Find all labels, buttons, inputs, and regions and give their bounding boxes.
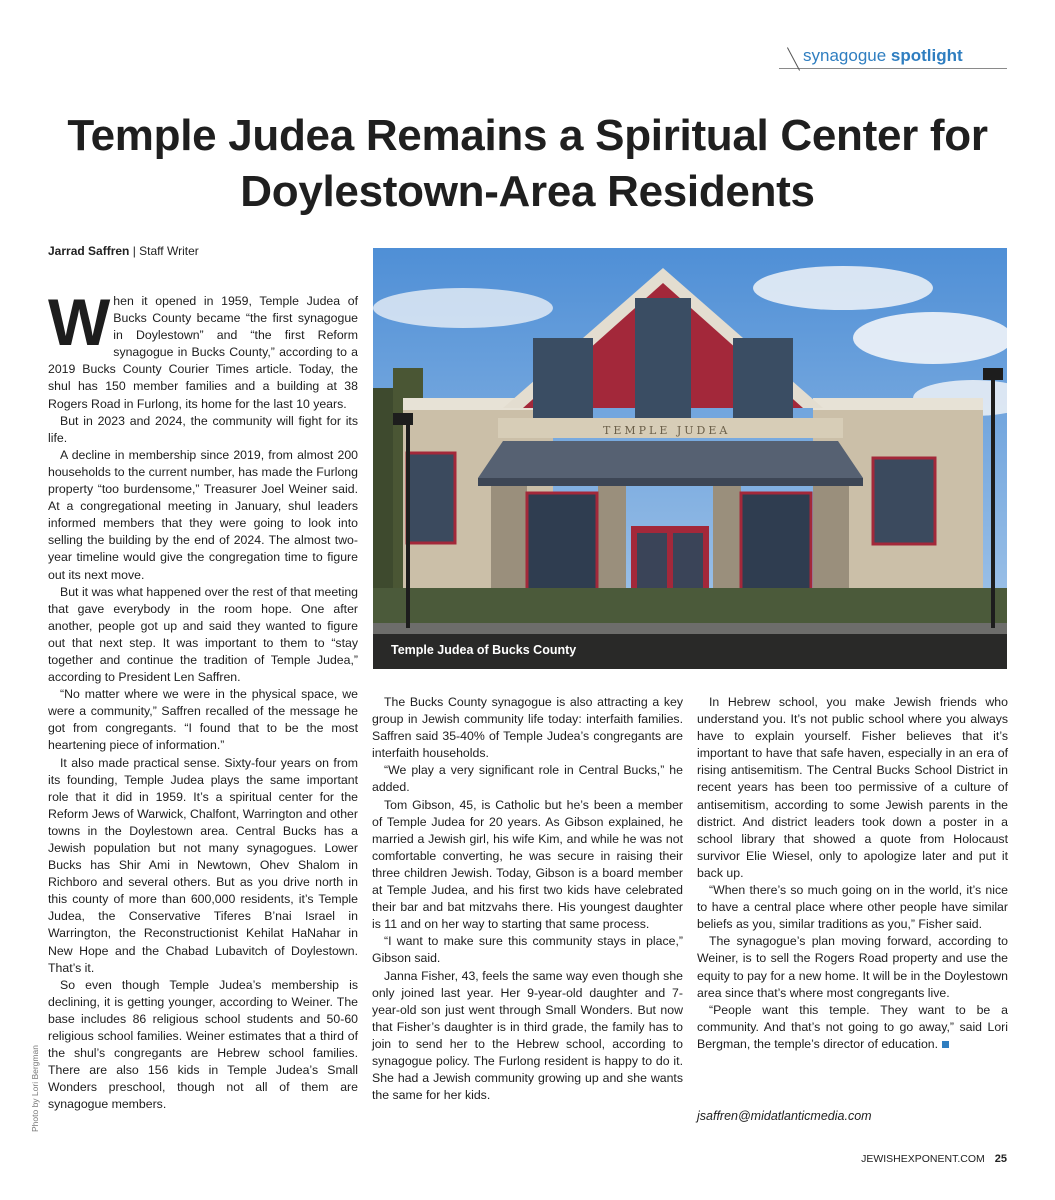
section-tag (779, 44, 1007, 69)
paragraph: So even though Temple Judea’s membership is declining, it is getting younger, according to Weiner. The base includes 86 religious school students and 50-60 religious school families. Weiner estimates that a third of the shul’s congregants are Hebrew school families. There are also 156 kids in Temple Judea’s Small Wonders preschool, though not all of them are synagogue members. (48, 977, 358, 1112)
byline-separator: | (129, 244, 140, 258)
paragraph: Janna Fisher, 43, feels the same way even though she only joined last year. Her 9-year-old daughter and 7-year-old son just went through Small Wonders. But now that Fisher’s daughter is in third grade, the family has to join to send her to the Hebrew school, according to synagogue policy. The Furlong resident is happy to do it. She had a Jewish community growing up and she wants the same for her kids. (372, 968, 683, 1103)
paragraph: In Hebrew school, you make Jewish friends who understand you. It’s not public school where you always have to explain yourself. Fisher believes that it’s important to have that safe haven, especially in an era of rising antisemitism. The Central Bucks School District in recent years has been too permissive of a culture of antisemitism, according to some Jewish parents in the district. And district leaders took down a poster in a school library that showed a quote from Holocaust survivor Elie Wiesel, only to apologize later and put it back up. (697, 695, 1008, 880)
paragraph: “We play a very significant role in Central Bucks,” he added. (372, 763, 683, 795)
paragraph-text: “People want this temple. They want to be a community. And that’s not going to go away,” said Lori Bergman, the temple’s director of education. (697, 1002, 1008, 1051)
byline-role: Staff Writer (139, 244, 199, 258)
paragraph (48, 285, 358, 413)
headline: Temple Judea Remains a Spiritual Center for Doylestown-Area Residents (67, 111, 988, 216)
author-email[interactable]: jsaffren@midatlanticmedia.com (697, 1109, 872, 1123)
paragraph (697, 1002, 1008, 1053)
section-prefix: synagogue (803, 46, 887, 65)
paragraph: But in 2023 and 2024, the community will fight for its life. (48, 413, 358, 445)
photo-credit: Photo by Lori Bergman (30, 1045, 40, 1132)
paragraph: “I want to make sure this community stays in place,” Gibson said. (372, 934, 683, 966)
temple-building-illustration (373, 248, 1007, 669)
paragraph: But it was what happened over the rest of that meeting that gave everybody in the room hope. One after another, people got up and said they wanted to figure out that next step. It was important to them to “stay together and continue the tradition of Temple Judea,” according to President Len Saffren. (48, 584, 358, 685)
paragraph-text: hen it opened in 1959, Temple Judea of Bucks County became “the first synagogue in Doylestown” and “the first Reform synagogue in Bucks County,” according to a 2019 Bucks County Courier Times article. Today, the shul has 150 member families and a building at 38 Rogers Road in Furlong, its home for the last 10 years. (48, 294, 358, 411)
section-label (803, 46, 963, 66)
byline (48, 244, 199, 258)
paragraph: Tom Gibson, 45, is Catholic but he’s been a member of Temple Judea for 20 years. As Gibson explained, he married a Jewish girl, his wife Kim, and while he was not comfortable converting, he was secure in raising their three children Jewish. Today, Gibson is a board member at Temple Judea, and his first two kids have celebrated their bar and bat mitzvahs there. His youngest daughter is 11 and on her way to starting that same process. (372, 797, 683, 932)
page-footer (861, 1153, 1007, 1165)
end-mark-icon (942, 1041, 949, 1048)
article-column-1 (48, 285, 358, 1114)
photo-caption: Temple Judea of Bucks County (391, 643, 577, 657)
footer-site: JEWISHEXPONENT.COM (861, 1153, 985, 1165)
article-column-3 (697, 694, 1008, 1053)
page-number: 25 (994, 1153, 1007, 1165)
paragraph: The Bucks County synagogue is also attracting a key group in Jewish community life today: interfaith families. Saffren said 35-40% of Temple Judea’s congregants are interfaith households. (372, 695, 683, 761)
paragraph: The synagogue’s plan moving forward, according to Weiner, is to sell the Rogers Road property and use the equity to pay for a new home. It will be in the Doylestown area since that’s where most congregants live. (697, 934, 1008, 1000)
paragraph: “No matter where we were in the physical space, we were a community,” Saffren recalled of the message he got from congregants. “I found that to be the most heartening piece of information.” (48, 687, 358, 753)
temple-photo (373, 248, 1007, 669)
article-column-2 (372, 694, 683, 1104)
building-sign: TEMPLE JUDEA (603, 424, 731, 437)
caption-bar (373, 634, 1007, 669)
paragraph: It also made practical sense. Sixty-four years on from its founding, Temple Judea plays the same important role that it did in 1959. It’s a spiritual center for the Reform Jews of Warwick, Chalfont, Warrington and other towns in the Doylestown area. Central Bucks has a Jewish population but not many synagogues. Lower Bucks has Shir Ami in Newtown, Ohev Shalom in Richboro and several others. But as you drive north in this county of more than 600,000 residents, it’s Temple Judea, the Conservative Tiferes B’nai Israel in Warrington, the Reconstructionist Kehilat HaNahar in New Hope and the Chabad Lubavitch of Doylestown. That’s it. (48, 755, 358, 975)
slash-divider (787, 47, 800, 70)
paragraph: “When there’s so much going on in the world, it’s nice to have a central place where other people have similar beliefs as you, similar traditions as you,” Fisher said. (697, 883, 1008, 932)
dropcap: W (48, 285, 111, 359)
section-label-bold: spotlight (890, 46, 963, 65)
byline-author: Jarrad Saffren (48, 244, 130, 258)
paragraph: A decline in membership since 2019, from almost 200 households to the current number, has made the Furlong property “too burdensome,” Treasurer Joel Weiner said. At a congregational meeting in January, shul leaders informed members that they were going to look into selling the building by the end of 2024. The almost two-year timeline would give the congregation time to figure out its next move. (48, 447, 358, 582)
